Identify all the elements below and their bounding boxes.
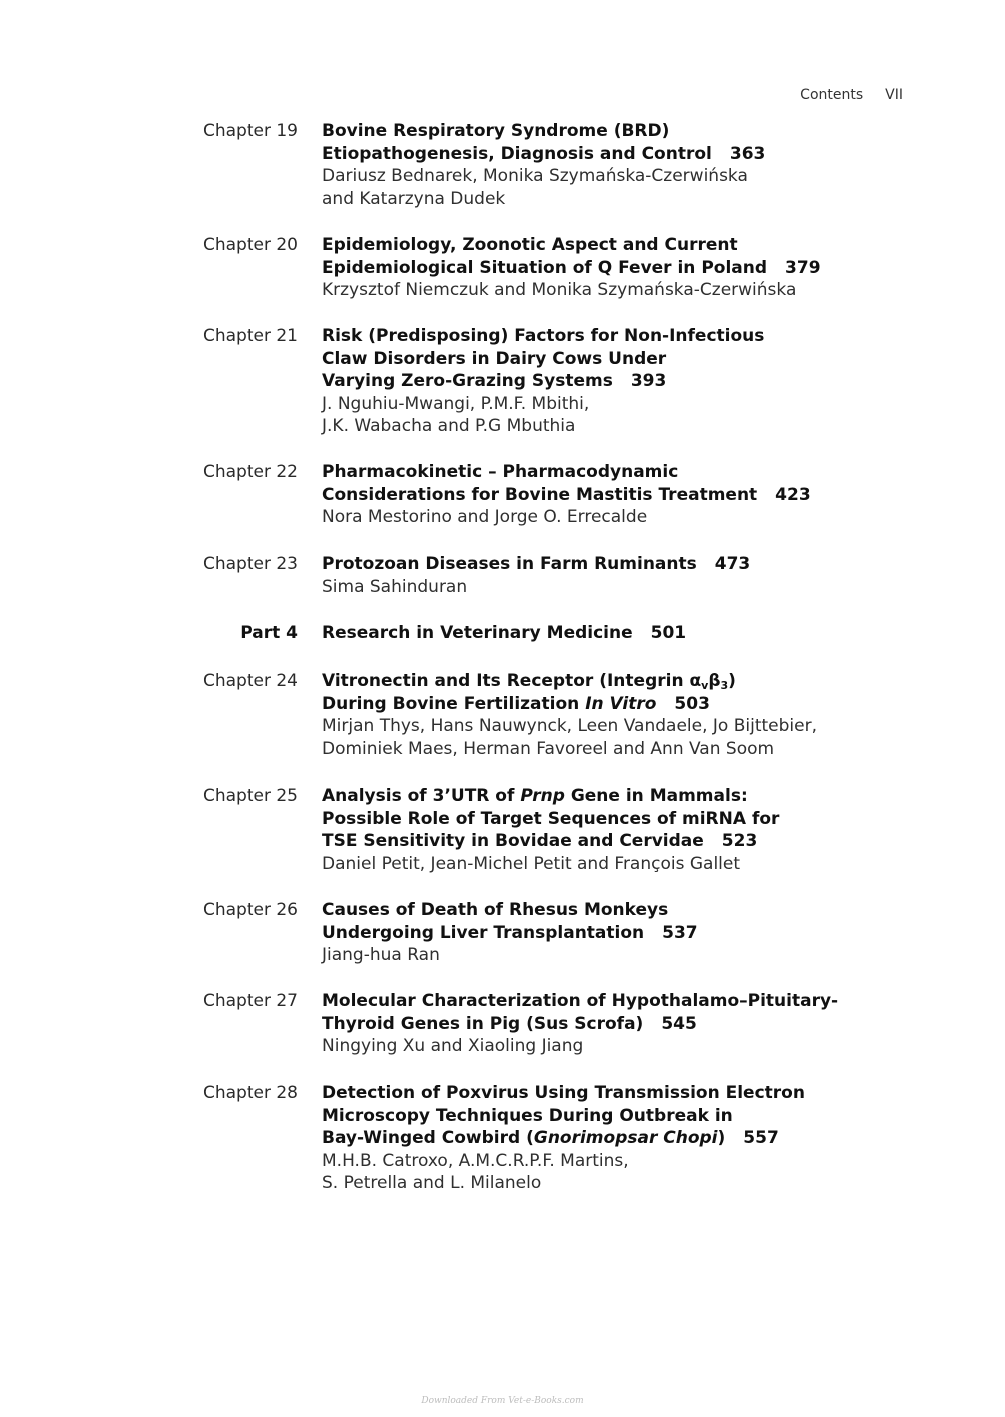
part-title[interactable] [322,622,822,645]
author-line: Nora Mestorino and Jorge O. Errecalde [322,507,648,527]
author-line: Mirjan Thys, Hans Nauwynck, Leen Vandaele, Jo Bijttebier, [322,716,817,736]
chapter-title[interactable] [322,990,839,1035]
page-number: 501 [650,623,687,643]
chapter-authors [322,393,822,438]
chapter-label: Chapter 20 [202,235,298,255]
toc-entry-chapter-25 [0,785,822,875]
chapter-label: Chapter 23 [202,554,298,574]
chapter-label: Chapter 19 [202,121,298,141]
title-line: Pharmacokinetic – Pharmacodynamic [322,462,679,482]
italic-term: In Vitro [585,693,657,714]
page-number: 545 [661,1013,697,1034]
author-line: Krzysztof Niemczuk and Monika Szymańska-Czerwińska [322,280,797,300]
chapter-label: Chapter 26 [202,900,298,920]
chapter-label: Chapter 28 [202,1083,298,1103]
subscript-v: v [701,679,709,692]
author-line: S. Petrella and L. Milanelo [322,1173,542,1193]
page-number: 393 [630,371,667,391]
chapter-label: Chapter 27 [202,991,298,1011]
author-line: Sima Sahinduran [322,576,468,597]
chapter-label: Chapter 21 [202,326,298,346]
toc-entry-part-4 [0,622,822,645]
title-line: Causes of Death of Rhesus Monkeys [322,900,669,920]
title-line: Varying Zero-Grazing Systems [322,371,613,391]
chapter-label: Chapter 22 [202,462,298,482]
chapter-title[interactable] [322,553,822,576]
toc-entry-chapter-26 [0,899,822,967]
italic-species-name: Gnorimopsar Chopi [533,1128,718,1148]
close-paren: ) [717,1128,726,1148]
download-watermark: Downloaded From Vet-e-Books.com [421,1396,584,1406]
chapter-title[interactable] [322,899,822,944]
page-number: 423 [775,484,811,505]
page-number: 503 [674,693,710,714]
page-number: 537 [662,922,698,943]
author-line: J. Nguhiu-Mwangi, P.M.F. Mbithi, [322,393,590,414]
title-line: Possible Role of Target Sequences of miRNA for [322,808,780,829]
toc-entry-chapter-23 [0,553,822,598]
title-line: Detection of Poxvirus Using Transmission Electron [322,1083,805,1103]
author-line: Dominiek Maes, Herman Favoreel and Ann Van Soom [322,738,775,759]
chapter-authors [322,506,822,529]
page-number: 523 [721,831,758,851]
author-line: M.H.B. Catroxo, A.M.C.R.P.F. Martins, [322,1150,629,1171]
chapter-authors [322,576,822,599]
beta-symbol: β [708,671,721,691]
title-line: Protozoan Diseases in Farm Ruminants [322,554,697,574]
title-line: TSE Sensitivity in Bovidae and Cervidae [322,831,704,851]
toc-entry-chapter-22 [0,461,822,529]
chapter-title[interactable] [322,234,822,279]
chapter-title[interactable] [322,1082,822,1150]
toc-entry-chapter-27 [0,990,839,1058]
chapter-authors [322,1035,822,1058]
title-line: Research in Veterinary Medicine [322,623,633,643]
toc-entry-chapter-28 [0,1082,822,1195]
page-number: 557 [743,1128,779,1148]
title-line: Bovine Respiratory Syndrome (BRD) [322,121,670,141]
page-number: 473 [714,554,751,574]
italic-gene-name: Prnp [520,786,565,806]
chapter-title[interactable] [322,325,822,393]
chapter-authors [322,1150,822,1195]
chapter-authors [322,715,822,760]
subscript-3: 3 [720,679,729,692]
title-line: Claw Disorders in Dairy Cows Under [322,348,667,369]
title-line: Epidemiological Situation of Q Fever in Poland [322,257,768,278]
toc-entry-chapter-21 [0,325,822,438]
title-line: Analysis of 3’UTR of [322,786,521,806]
author-line: and Katarzyna Dudek [322,188,506,209]
chapter-authors [322,279,822,302]
title-line: Undergoing Liver Transplantation [322,922,645,943]
author-line: Daniel Petit, Jean-Michel Petit and François Gallet [322,853,741,874]
author-line: Dariusz Bednarek, Monika Szymańska-Czerwińska [322,166,748,186]
title-line: Gene in Mammals: [564,786,748,806]
chapter-authors [322,944,822,967]
toc-entry-chapter-20 [0,234,822,302]
page-number: 363 [729,143,766,164]
author-line: Ningying Xu and Xiaoling Jiang [322,1036,584,1056]
running-header [800,87,903,103]
toc-entry-chapter-19 [0,120,822,210]
chapter-authors [322,165,822,210]
chapter-title[interactable] [322,785,822,853]
running-header-section: Contents [800,87,864,103]
title-line: Considerations for Bovine Mastitis Treatment [322,484,758,505]
author-line: J.K. Wabacha and P.G Mbuthia [322,416,576,436]
title-line: Microscopy Techniques During Outbreak in [322,1105,733,1126]
chapter-label: Chapter 24 [202,671,298,691]
title-line: Bay-Winged Cowbird ( [322,1128,534,1148]
chapter-title[interactable] [322,120,822,165]
page-number: 379 [785,257,821,278]
chapter-title[interactable] [322,670,822,715]
title-line: During Bovine Fertilization [322,693,586,714]
toc-entry-chapter-24 [0,670,822,760]
chapter-label: Chapter 25 [202,786,298,806]
title-line: Molecular Characterization of Hypothalamo–Pituitary- [322,991,839,1011]
chapter-authors [322,853,822,876]
running-header-page-number: VII [885,87,903,103]
title-line: Risk (Predisposing) Factors for Non-Infectious [322,326,765,346]
part-label: Part 4 [240,623,298,643]
close-paren: ) [728,671,736,691]
chapter-title[interactable] [322,461,822,506]
title-line: Epidemiology, Zoonotic Aspect and Current [322,235,738,255]
title-line: Thyroid Genes in Pig (Sus Scrofa) [322,1013,644,1034]
title-line: Etiopathogenesis, Diagnosis and Control [322,143,712,164]
author-line: Jiang-hua Ran [322,945,440,965]
title-line: Vitronectin and Its Receptor (Integrin α [322,671,702,691]
